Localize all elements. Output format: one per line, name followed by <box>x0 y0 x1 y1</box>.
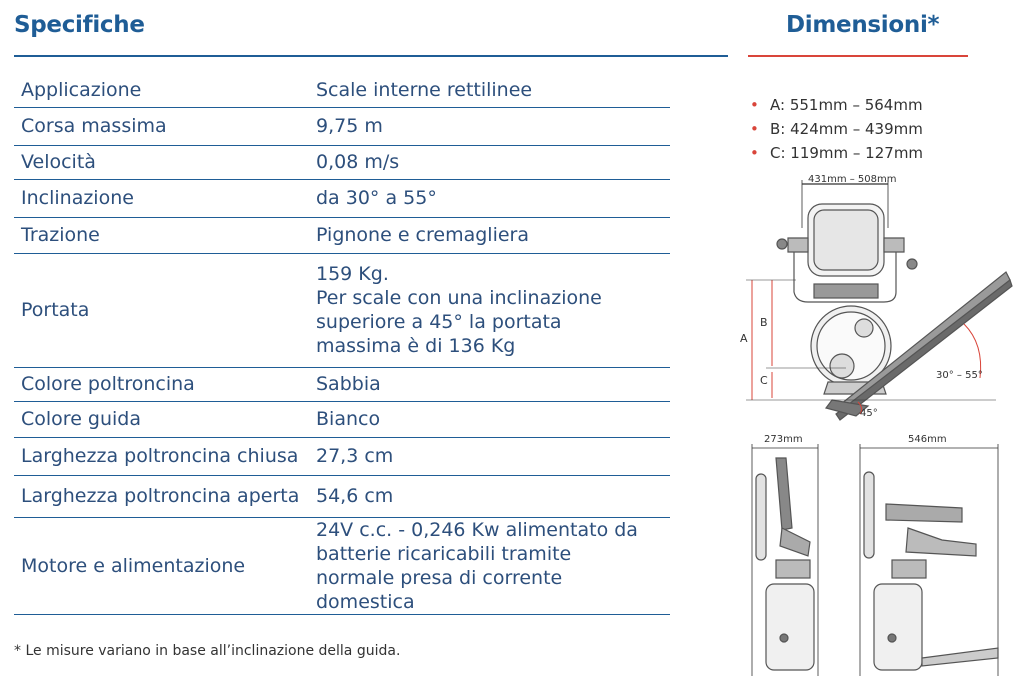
drawing-label-a: A <box>740 332 748 345</box>
specs-table <box>14 73 670 615</box>
stairlift-open-front-view <box>864 472 998 670</box>
spec-row <box>14 475 670 517</box>
dimension-item-text: A: 551mm – 564mm <box>770 96 923 114</box>
spec-row <box>14 73 670 107</box>
dimension-item-text: B: 424mm – 439mm <box>770 120 923 138</box>
dimensions-divider <box>748 55 968 57</box>
spec-label: Larghezza poltroncina chiusa <box>21 445 299 467</box>
spec-row <box>14 253 670 367</box>
stairlift-closed-front-view <box>756 458 814 670</box>
dimension-item-text: C: 119mm – 127mm <box>770 144 924 162</box>
bullet-icon: • <box>750 120 759 138</box>
specs-divider <box>14 55 728 57</box>
spec-label: Inclinazione <box>21 187 134 209</box>
spec-label: Colore poltroncina <box>21 373 195 395</box>
spec-value: 159 Kg. Per scale con una inclinazione superiore a 45° la portata massima è di 136 Kg <box>316 263 602 357</box>
spec-label: Velocità <box>21 151 96 173</box>
drawing-label-angle-45: 45° <box>860 408 878 419</box>
spec-value: Pignone e cremagliera <box>316 224 529 246</box>
spec-value: 24V c.c. - 0,246 Kw alimentato da batterie ricaricabili tramite normale presa di corrente domestica <box>316 518 638 613</box>
spec-value: Sabbia <box>316 373 381 395</box>
spec-label: Corsa massima <box>21 115 167 137</box>
dimensions-list <box>748 93 923 165</box>
spec-label: Portata <box>21 299 90 321</box>
drawing-label-b: B <box>760 316 768 329</box>
dimension-item <box>748 141 923 165</box>
spec-row <box>14 517 670 614</box>
spec-row <box>14 437 670 475</box>
spec-value: 0,08 m/s <box>316 151 400 173</box>
spec-label: Trazione <box>21 224 100 246</box>
footnote: * Le misure variano in base all’inclinazione della guida. <box>14 643 401 659</box>
spec-label: Applicazione <box>21 78 142 101</box>
drawing-label-c: C <box>760 374 768 387</box>
spec-row <box>14 401 670 437</box>
spec-value: da 30° a 55° <box>316 187 437 209</box>
drawing-label-angle-range: 30° – 55° <box>936 370 983 381</box>
spec-value: 9,75 m <box>316 115 383 137</box>
drawing-label-top-width: 431mm – 508mm <box>808 174 897 185</box>
stairlift-side-view <box>777 180 1012 420</box>
spec-row <box>14 145 670 179</box>
spec-label: Motore e alimentazione <box>21 554 246 577</box>
drawing-label-open-width: 546mm <box>908 434 947 445</box>
spec-label: Colore guida <box>21 408 142 430</box>
bullet-icon: • <box>750 96 759 114</box>
spec-value: 54,6 cm <box>316 485 394 507</box>
dimension-item <box>748 117 923 141</box>
spec-value: Bianco <box>316 408 381 430</box>
spec-value: 27,3 cm <box>316 445 394 467</box>
stairlift-technical-drawing <box>736 168 1026 676</box>
spec-row <box>14 217 670 253</box>
spec-label: Larghezza poltroncina aperta <box>21 485 300 507</box>
spec-row <box>14 179 670 217</box>
bullet-icon: • <box>750 144 759 162</box>
spec-row <box>14 367 670 401</box>
specs-title: Specifiche <box>14 12 145 38</box>
drawing-label-closed-width: 273mm <box>764 434 803 445</box>
dimension-item <box>748 93 923 117</box>
spec-value: Scale interne rettilinee <box>316 78 533 101</box>
spec-row <box>14 107 670 145</box>
dimensions-title: Dimensioni* <box>786 12 940 38</box>
